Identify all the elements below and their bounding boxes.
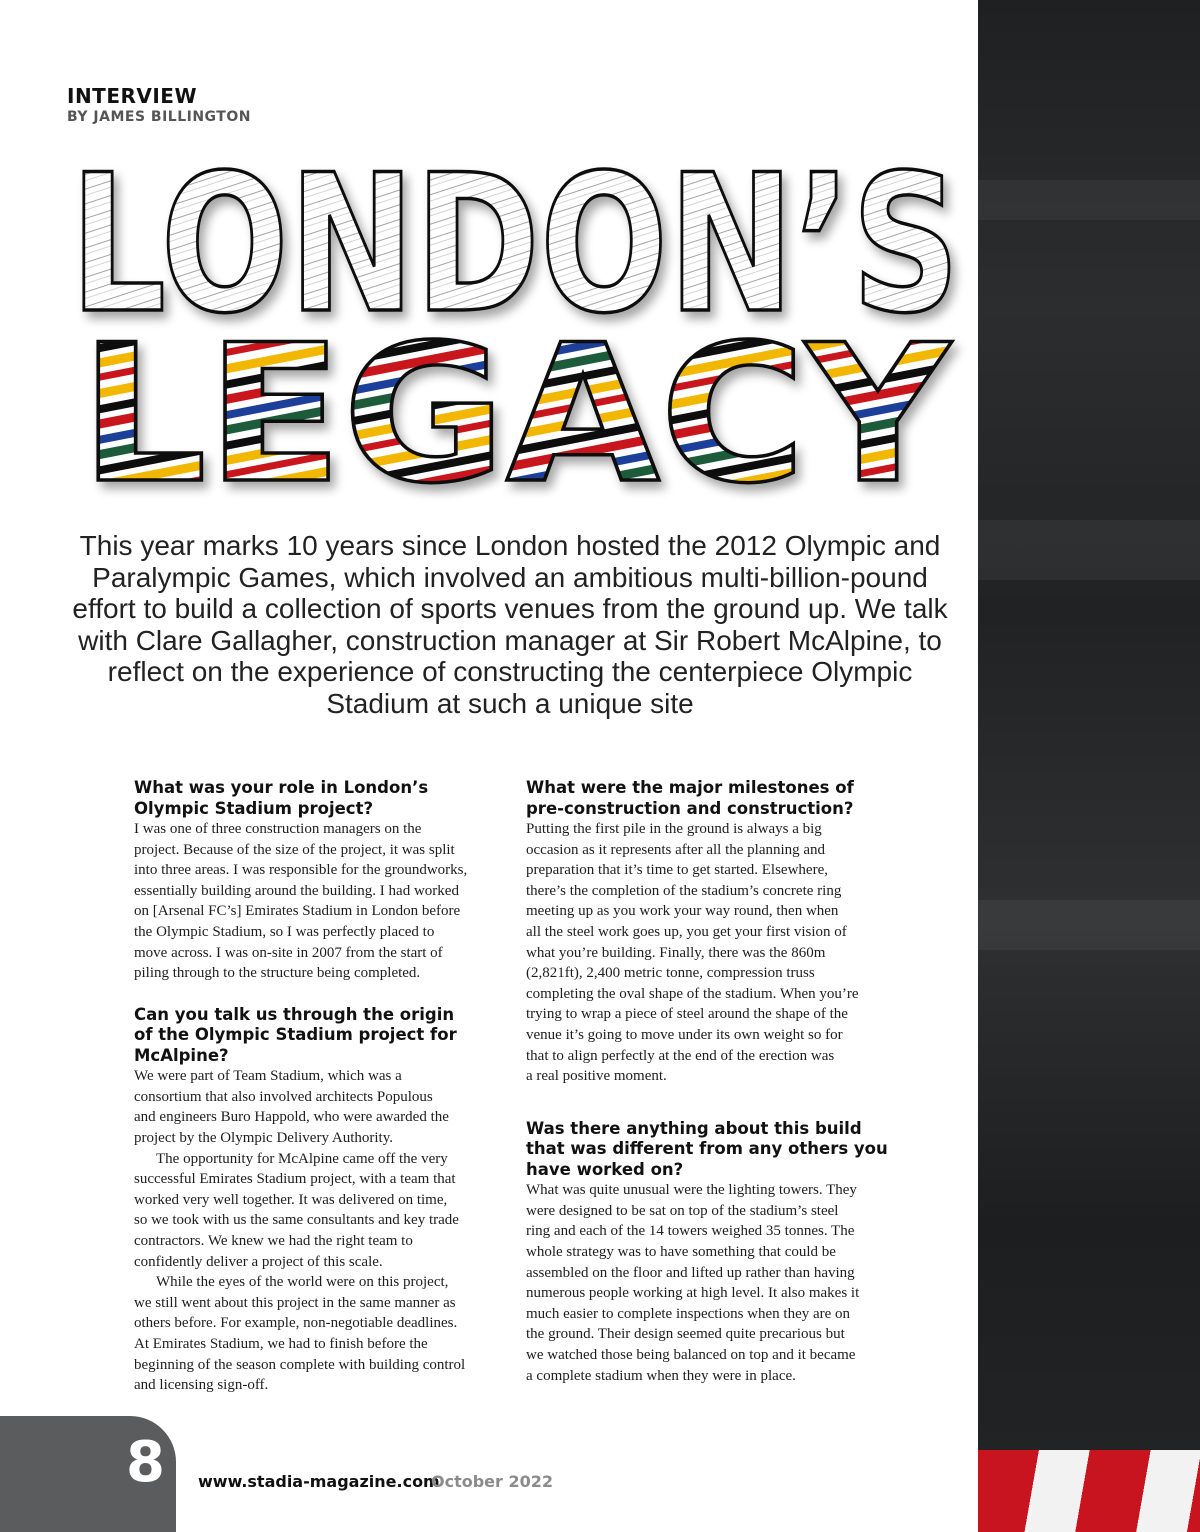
- footer-url[interactable]: www.stadia-magazine.com: [198, 1472, 440, 1491]
- headline-graphic: [60, 134, 970, 525]
- footer-date: October 2022: [431, 1472, 554, 1491]
- question-heading: Was there anything about this build that was different from any others you have worked on?: [526, 1118, 888, 1179]
- byline: BY JAMES BILLINGTON: [67, 109, 251, 125]
- answer-paragraph: The opportunity for McAlpine came off the very successful Emirates Stadium project, with a team that worked very well together. It was delivered on time, so we took with us the same consultants and key trade contractors. We knew we had the right team to confidently deliver a project of this scale.: [134, 1150, 459, 1270]
- side-photo: [978, 0, 1200, 1532]
- photo-band: [978, 180, 1200, 220]
- question-heading: Can you talk us through the origin of the Olympic Stadium project for McAlpine?: [134, 1004, 457, 1065]
- article-column-left: [134, 778, 506, 1396]
- answer-paragraph: While the eyes of the world were on this project, we still went about this project in the same manner as others before. For example, non-negotiable deadlines. At Emirates Stadium, we had to finish before the beginning of the season complete with building control and licensing sign-off.: [134, 1274, 466, 1394]
- headline-line-2: LEGACY: [80, 304, 953, 525]
- photo-band: [978, 900, 1200, 950]
- answer-paragraph: Putting the first pile in the ground is always a big occasion as it represents after all the planning and preparation that it’s time to get started. Elsewhere, there’s the completion of the stadium’s concrete ring meeting up as you work your way round, then when all the steel work goes up, you get your first vision of what you’re building. Finally, there was the 860m (2,821ft), 2,400 metric tonne, compression truss completing the oval shape of the stadium. When you’re trying to wrap a piece of steel around the shape of the venue it’s going to move under its own weight so for that to align perfectly at the end of the erection was a real positive moment.: [526, 821, 859, 1085]
- question-heading: What was your role in London’s Olympic Stadium project?: [134, 778, 429, 818]
- section-kicker: INTERVIEW: [67, 84, 198, 108]
- answer-paragraph: What was quite unusual were the lighting towers. They were designed to be sat on top of the stadium’s steel ring and each of the 14 towers weighed 35 tonnes. The whole strategy was to have something that could be assembled on the floor and lifted up rather than having numerous people working at high level. It also makes it much easier to complete inspections when they are on the ground. Their design seemed quite precarious but we watched those being balanced on top and it became a complete stadium when they were in place.: [526, 1182, 860, 1384]
- photo-barrier-stripe: [978, 1450, 1200, 1532]
- standfirst: This year marks 10 years since London hosted the 2012 Olympic and Paralympic Games, which involved an ambitious multi-billion-pound effort to build a collection of sports venues from the ground up. We talk with Clare Gallagher, construction manager at Sir Robert McAlpine, to reflect on the experience of constructing the centerpiece Olympic Stadium at such a unique site: [72, 530, 948, 719]
- article-column-right: [526, 778, 898, 1386]
- answer-paragraph: I was one of three construction managers on the project. Because of the size of the project, it was split into three areas. I was responsible for the groundworks, essentially building around the building. I had worked on [Arsenal FC’s] Emirates Stadium in London before the Olympic Stadium, so I was perfectly placed to move across. I was on-site in 2007 from the start of piling through to the structure being completed.: [134, 821, 468, 982]
- page-number: 8: [126, 1430, 164, 1495]
- photo-band: [978, 520, 1200, 580]
- answer-paragraph: We were part of Team Stadium, which was a consortium that also involved architects Populous and engineers Buro Happold, who were awarded the project by the Olympic Delivery Authority.: [134, 1068, 449, 1147]
- question-heading: What were the major milestones of pre-construction and construction?: [526, 778, 854, 818]
- headline-line-1: LONDON’S: [70, 134, 960, 355]
